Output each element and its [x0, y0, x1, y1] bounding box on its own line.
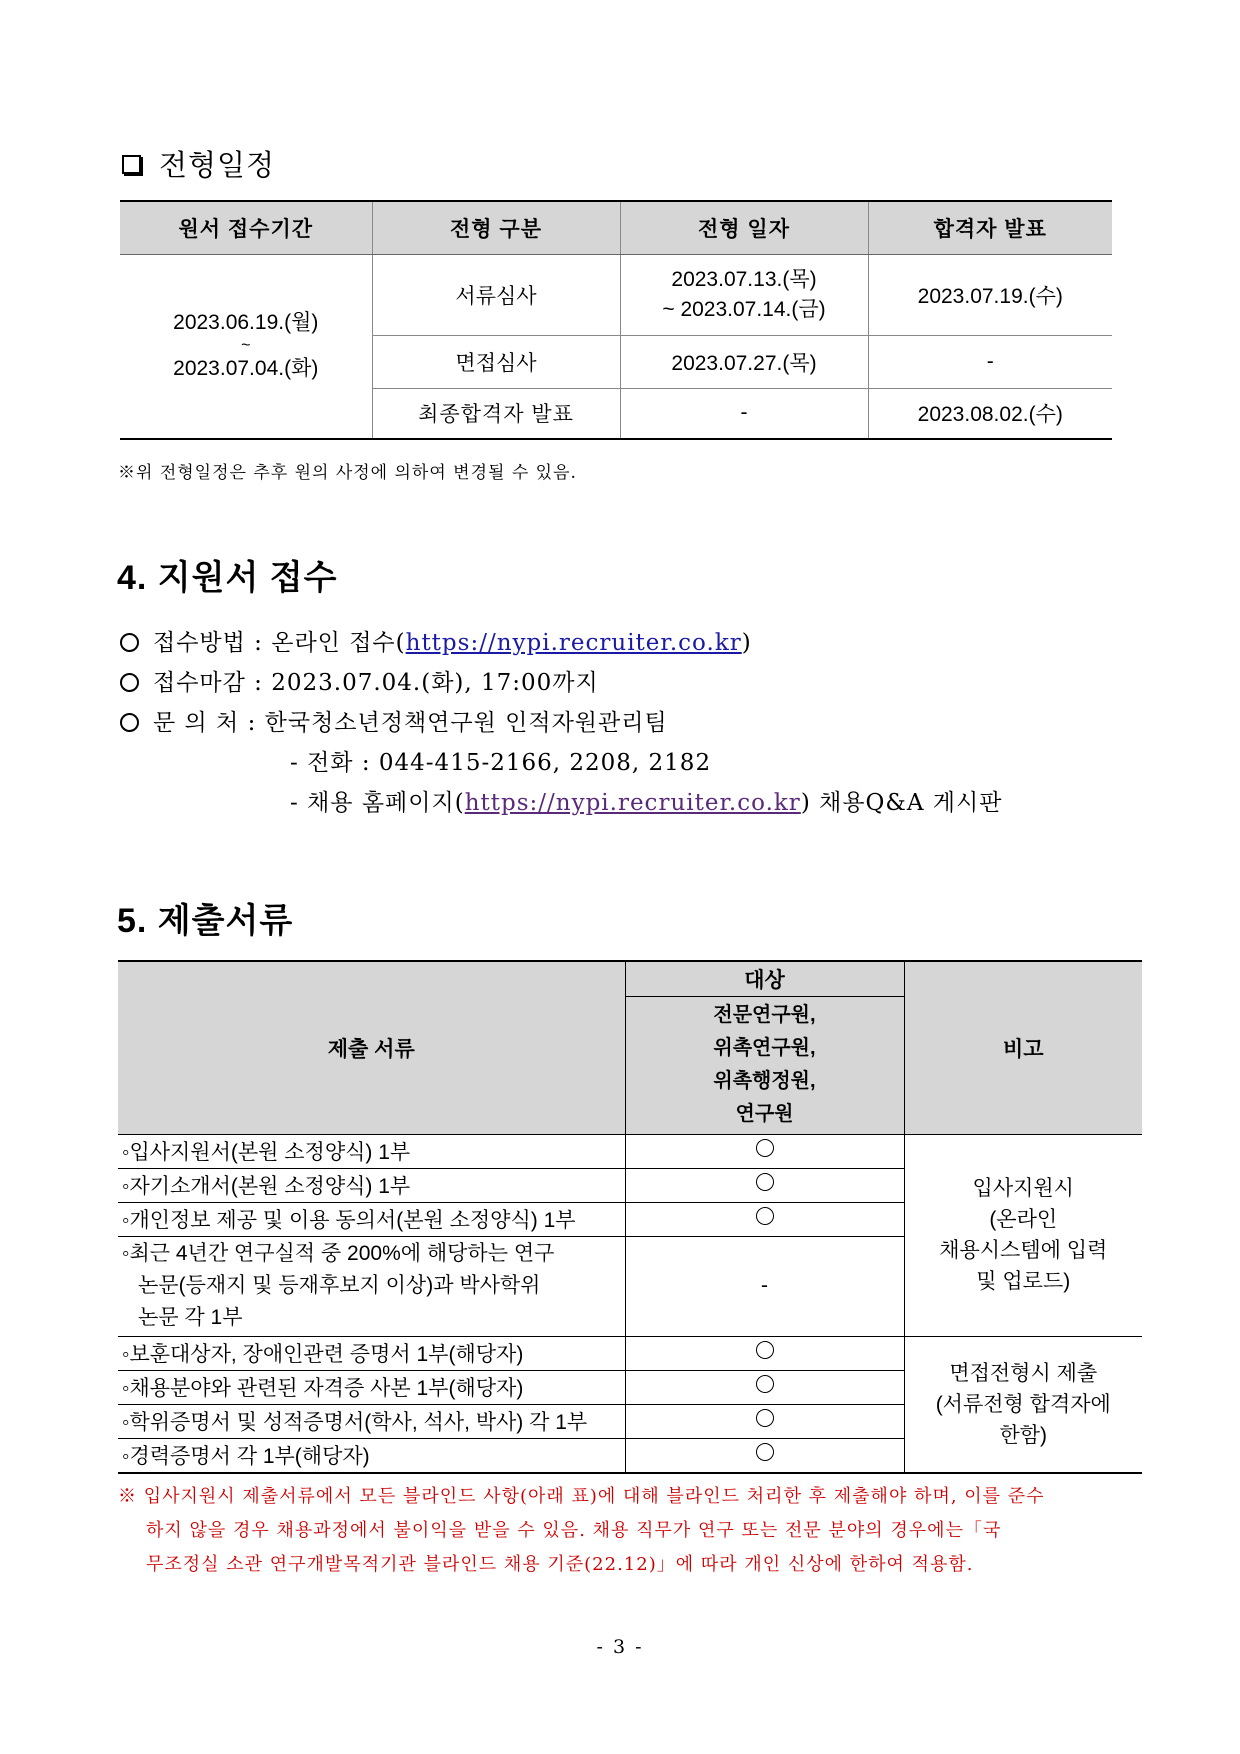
schedule-table [120, 200, 1112, 440]
announce-cell: 2023.08.02.(수) [868, 389, 1112, 439]
section4-heading: 4. 지원서 접수 [117, 559, 338, 597]
target-mark [625, 1336, 904, 1370]
circle-mark-icon [756, 1341, 774, 1359]
document-row: ◦개인정보 제공 및 이용 동의서(본원 소정양식) 1부 [118, 1202, 625, 1236]
announce-cell: 2023.07.19.(수) [868, 255, 1112, 336]
document-row: ◦채용분야와 관련된 자격증 사본 1부(해당자) [118, 1370, 625, 1404]
deadline-line: 접수마감 : 2023.07.04.(화), 17:00까지 [120, 664, 599, 697]
target-mark [625, 1134, 904, 1168]
stage-cell: 면접심사 [372, 336, 620, 389]
circle-bullet-icon [120, 633, 139, 652]
stage-cell: 최종합격자 발표 [372, 389, 620, 439]
circle-bullet-icon [120, 713, 139, 732]
target-mark [625, 1404, 904, 1438]
document-row: ◦보훈대상자, 장애인관련 증명서 1부(해당자) [118, 1336, 625, 1370]
header-date: 전형 일자 [620, 201, 868, 255]
header-target: 대상 [625, 961, 904, 996]
circle-mark-icon [756, 1139, 774, 1157]
method-line: 접수방법 : 온라인 접수(https://nypi.recruiter.co.kr) [120, 624, 752, 657]
circle-mark-icon [756, 1409, 774, 1427]
method-link[interactable]: https://nypi.recruiter.co.kr [405, 630, 742, 656]
blind-notice: ※ 입사지원시 제출서류에서 모든 블라인드 사항(아래 표)에 대해 블라인드 처리한 후 제출해야 하며, 이를 준수 하지 않을 경우 채용과정에서 불이익을 받을 수 있음. 채용 직무가 연구 또는 전문 분야의 경우에는「국 무조정실 소관 연구개발목적기관 블라인드 채용 기준(22.12)」에 따라 개인 신상에 한하여 적용함. [118, 1486, 1045, 1575]
schedule-heading: 전형일정 [122, 143, 275, 184]
header-period: 원서 접수기간 [120, 201, 372, 255]
announce-cell: - [868, 336, 1112, 389]
document-row: ◦자기소개서(본원 소정양식) 1부 [118, 1168, 625, 1202]
section5-heading: 5. 제출서류 [117, 902, 294, 940]
target-mark: - [625, 1236, 904, 1336]
document-row: ◦최근 4년간 연구실적 중 200%에 해당하는 연구 논문(등재지 및 등재후보지 이상)과 박사학위 논문 각 1부 [118, 1236, 625, 1336]
circle-mark-icon [756, 1375, 774, 1393]
circle-bullet-icon [120, 673, 139, 692]
stage-cell: 서류심사 [372, 255, 620, 336]
target-mark [625, 1438, 904, 1473]
schedule-note: ※위 전형일정은 추후 원의 사정에 의하여 변경될 수 있음. [118, 463, 577, 483]
header-announce: 합격자 발표 [868, 201, 1112, 255]
date-cell: - [620, 389, 868, 439]
header-target-sub: 전문연구원, 위촉연구원, 위촉행정원, 연구원 [625, 996, 904, 1134]
phone-line: - 전화 : 044-415-2166, 2208, 2182 [290, 750, 712, 776]
circle-mark-icon [756, 1173, 774, 1191]
date-cell: 2023.07.27.(목) [620, 336, 868, 389]
circle-mark-icon [756, 1207, 774, 1225]
document-row: ◦입사지원서(본원 소정양식) 1부 [118, 1134, 625, 1168]
document-row: ◦학위증명서 및 성적증명서(학사, 석사, 박사) 각 1부 [118, 1404, 625, 1438]
square-bullet-icon [122, 155, 141, 174]
header-documents: 제출 서류 [118, 961, 625, 1134]
remark-interview: 면접전형시 제출 (서류전형 합격자에 한함) [904, 1336, 1142, 1473]
target-mark [625, 1202, 904, 1236]
header-stage: 전형 구분 [372, 201, 620, 255]
remark-online: 입사지원시 (온라인 채용시스템에 입력 및 업로드) [904, 1134, 1142, 1336]
homepage-line: - 채용 홈페이지(https://nypi.recruiter.co.kr) 채용Q&A 게시판 [290, 790, 1003, 816]
target-mark [625, 1370, 904, 1404]
document-row: ◦경력증명서 각 1부(해당자) [118, 1438, 625, 1473]
header-remark: 비고 [904, 961, 1142, 1134]
page-number: - 3 - [596, 1636, 644, 1658]
homepage-link[interactable]: https://nypi.recruiter.co.kr [464, 790, 801, 816]
target-mark [625, 1168, 904, 1202]
date-cell: 2023.07.13.(목) ~ 2023.07.14.(금) [620, 255, 868, 336]
contact-line: 문 의 처 : 한국청소년정책연구원 인적자원관리팀 [120, 704, 668, 737]
application-period-cell: 2023.06.19.(월) ~ 2023.07.04.(화) [120, 255, 372, 439]
documents-table [118, 960, 1142, 1474]
circle-mark-icon [756, 1443, 774, 1461]
